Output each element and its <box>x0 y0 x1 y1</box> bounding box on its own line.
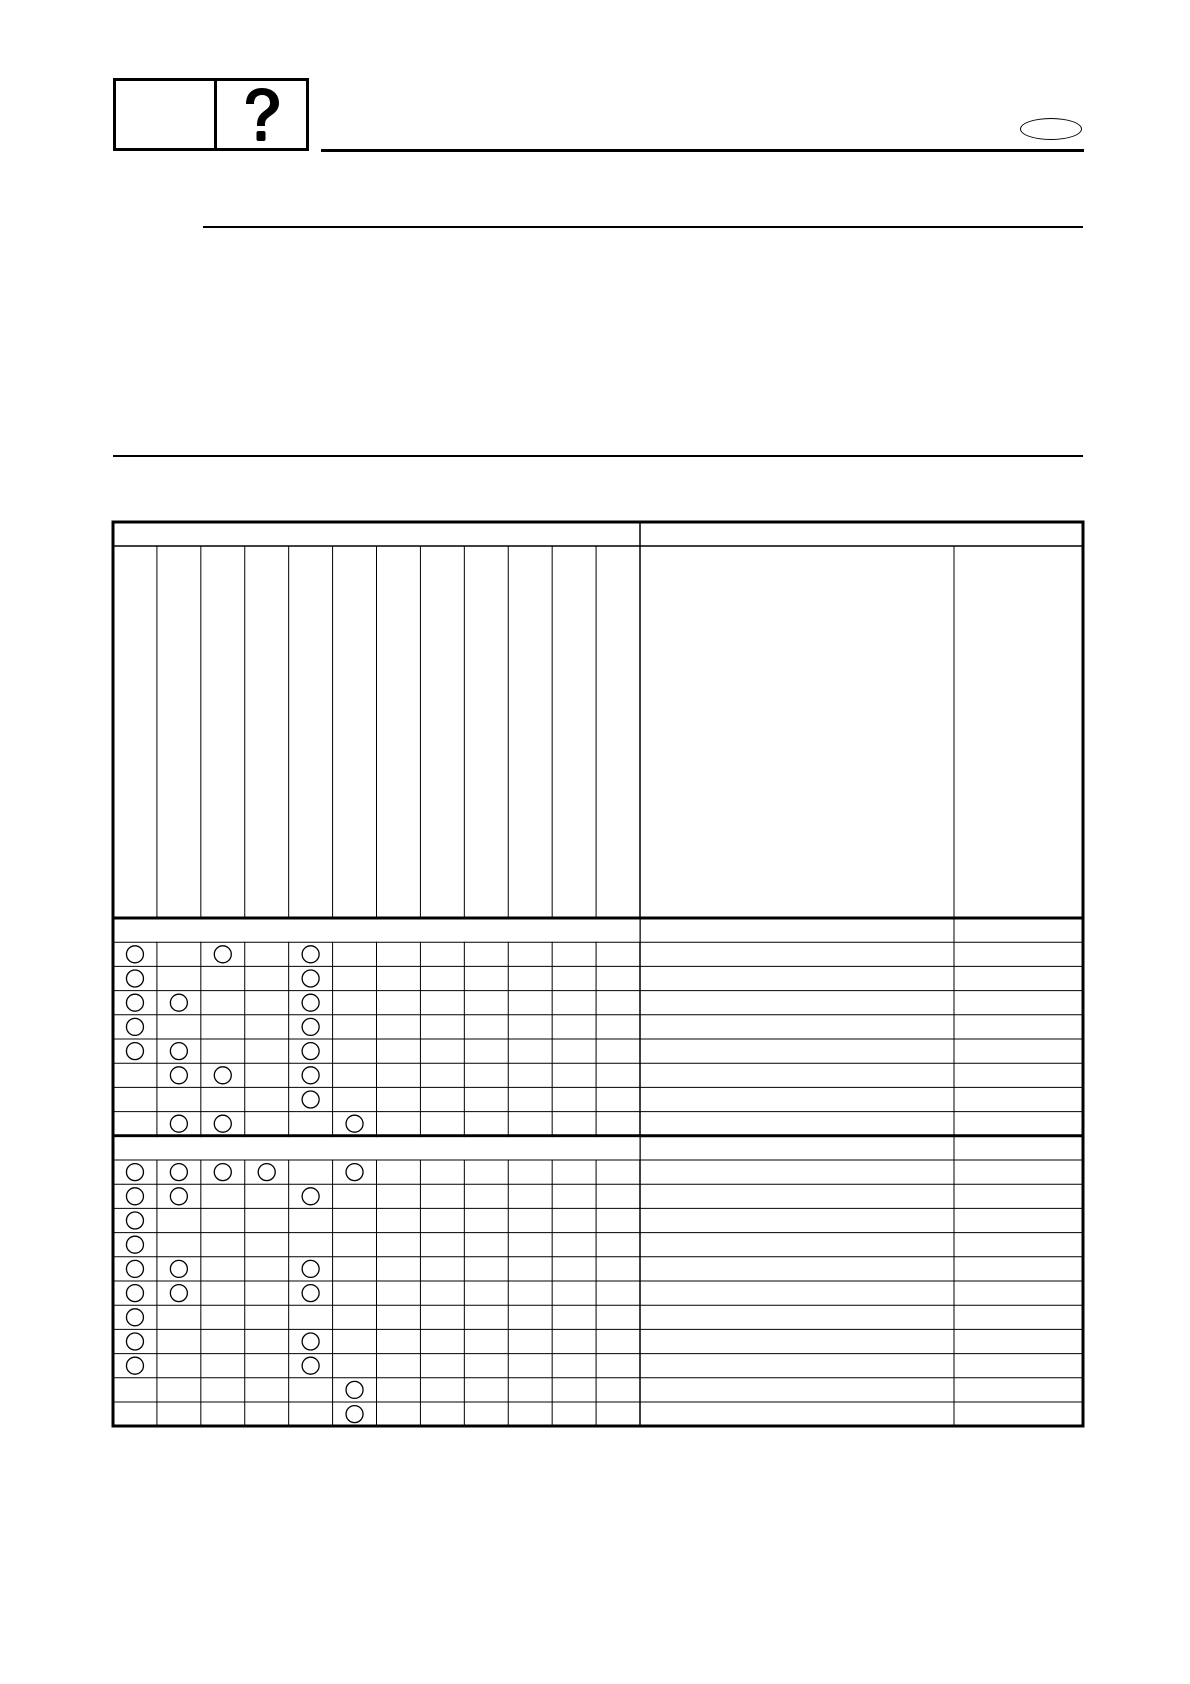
check-circle-mark <box>126 1285 143 1302</box>
check-circle-mark <box>258 1164 275 1181</box>
group-title-band <box>115 1137 640 1159</box>
check-circle-mark <box>170 1285 187 1302</box>
check-circle-mark <box>214 1067 231 1084</box>
check-circle-mark <box>170 1043 187 1060</box>
check-circle-mark <box>302 970 319 987</box>
check-circle-mark <box>126 1357 143 1374</box>
check-circle-mark <box>170 1067 187 1084</box>
check-circle-mark <box>126 970 143 987</box>
check-circle-mark <box>302 946 319 963</box>
check-circle-mark <box>170 1188 187 1205</box>
check-circle-mark <box>346 1406 363 1423</box>
check-circle-mark <box>302 1067 319 1084</box>
check-circle-mark <box>302 1357 319 1374</box>
table-frame <box>113 522 1083 1426</box>
check-circle-mark <box>302 1018 319 1035</box>
check-circle-mark <box>126 1164 143 1181</box>
check-circle-mark <box>346 1115 363 1132</box>
check-circle-mark <box>170 1164 187 1181</box>
check-circle-mark <box>170 1260 187 1277</box>
group-title-band <box>115 920 640 942</box>
check-circle-mark <box>302 1043 319 1060</box>
check-circle-mark <box>302 1333 319 1350</box>
check-circle-mark <box>346 1164 363 1181</box>
check-circle-mark <box>126 946 143 963</box>
check-circle-mark <box>214 1115 231 1132</box>
check-circle-mark <box>302 994 319 1011</box>
check-circle-mark <box>126 994 143 1011</box>
check-circle-mark <box>126 1309 143 1326</box>
check-circle-mark <box>126 1333 143 1350</box>
check-circle-mark <box>170 1115 187 1132</box>
check-circle-mark <box>302 1260 319 1277</box>
check-circle-mark <box>302 1091 319 1108</box>
check-circle-mark <box>126 1236 143 1253</box>
check-circle-mark <box>126 1260 143 1277</box>
check-circle-mark <box>170 994 187 1011</box>
check-circle-mark <box>126 1212 143 1229</box>
check-circle-mark <box>302 1285 319 1302</box>
check-circle-mark <box>126 1043 143 1060</box>
check-circle-mark <box>214 1164 231 1181</box>
check-circle-mark <box>126 1188 143 1205</box>
check-circle-mark <box>346 1381 363 1398</box>
check-circle-mark <box>302 1188 319 1205</box>
check-circle-mark <box>214 946 231 963</box>
check-circle-mark <box>126 1018 143 1035</box>
